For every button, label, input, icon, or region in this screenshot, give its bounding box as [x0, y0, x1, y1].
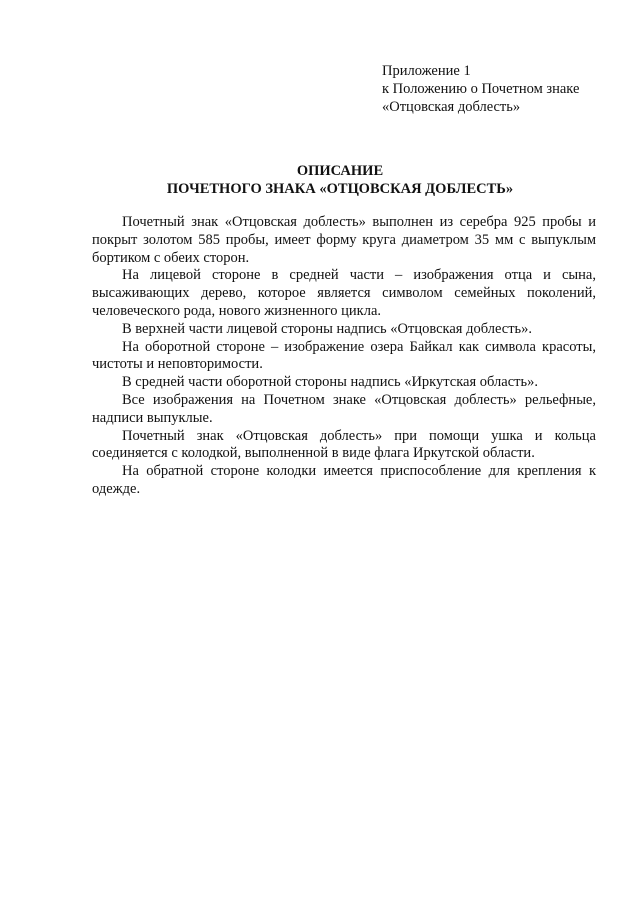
appendix-note — [382, 62, 622, 116]
document-body — [92, 214, 596, 499]
appendix-line-1: Приложение 1 — [382, 63, 471, 79]
paragraph-relief: Все изображения на Почетном знаке «Отцовская доблесть» рельефные, надписи выпуклые. — [92, 391, 596, 426]
title-line-1: ОПИСАНИЕ — [296, 163, 384, 179]
appendix-line-2: к Положению о Почетном знаке — [382, 81, 580, 97]
paragraph-fastener: На обратной стороне колодки имеется приспособление для крепления к одежде. — [92, 463, 596, 497]
paragraph-reverse-center: В средней части оборотной стороны надпись «Иркутская область». — [122, 374, 538, 391]
paragraph-reverse-image: На оборотной стороне – изображение озера Байкал как символа красоты, чистоты и неповторимости. — [92, 338, 596, 373]
paragraph-front-center: На лицевой стороне в средней части – изображения отца и сына, высаживающих дерево, которое является символом семейных поколений, человеческого рода, нового жизненного цикла. — [92, 267, 596, 319]
paragraph-front-top: В верхней части лицевой стороны надпись «Отцовская доблесть». — [122, 320, 533, 337]
paragraph-material: Почетный знак «Отцовская доблесть» выполнен из серебра 925 пробы и покрыт золотом 585 пробы, имеет форму круга диаметром 35 мм с выпуклым бортиком с обеих сторон. — [92, 214, 596, 266]
appendix-line-3: «Отцовская доблесть» — [382, 99, 521, 115]
title-line-2: ПОЧЕТНОГО ЗНАКА «ОТЦОВСКАЯ ДОБЛЕСТЬ» — [166, 181, 514, 197]
paragraph-attachment: Почетный знак «Отцовская доблесть» при помощи ушка и кольца соединяется с колодкой, выполненной в виде флага Иркутской области. — [92, 427, 596, 462]
document-title — [50, 162, 630, 198]
